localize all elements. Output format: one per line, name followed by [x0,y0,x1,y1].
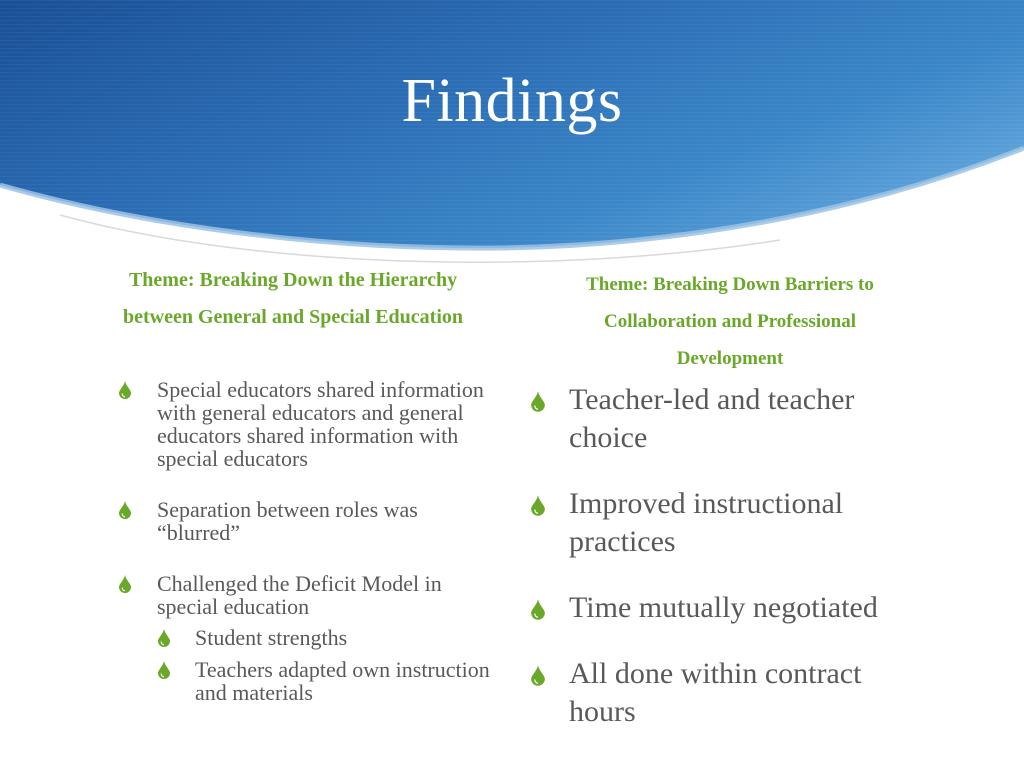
water-drop-icon [118,575,132,593]
water-drop-icon [530,665,546,686]
sub-bullet-text: Teachers adapted own instruction and materials [195,657,490,705]
list-item [530,589,920,627]
list-item [118,572,498,704]
bullet-text: Time mutually negotiated [569,591,878,624]
left-bullet-list [118,378,498,732]
water-drop-icon [530,599,546,620]
list-item [530,381,920,457]
bullet-text: Special educators shared information with general educators and general educators shared information with special educators [157,377,484,471]
right-theme-line-3: Development [676,348,784,369]
list-item [530,655,920,731]
water-drop-icon [530,391,546,412]
water-drop-icon [118,501,132,519]
sub-list-item [157,626,498,649]
left-theme-line-1: Theme: Breaking Down the Hierarchy [128,269,458,291]
bullet-text: All done within contract hours [569,657,862,728]
list-item [118,378,498,470]
sub-list-item [157,658,498,704]
left-theme-line-2: between General and Special Education [122,306,463,328]
water-drop-icon [157,661,171,679]
right-theme-line-2: Collaboration and Professional [604,311,856,332]
bullet-text: Improved instructional practices [569,487,844,558]
slide-title: Findings [401,67,623,135]
water-drop-icon [118,381,132,399]
bullet-text: Challenged the Deficit Model in special education [157,571,442,619]
bullet-text: Separation between roles was “blurred” [157,497,418,545]
water-drop-icon [530,495,546,516]
right-theme-heading [545,266,915,377]
list-item [530,485,920,561]
left-theme-heading [88,262,498,336]
sub-bullet-text: Student strengths [195,625,348,650]
right-bullet-list [530,381,920,759]
bullet-text: Teacher-led and teacher choice [569,383,855,454]
water-drop-icon [157,629,171,647]
header-background [0,0,1024,290]
sub-bullet-list [157,626,498,704]
list-item [118,498,498,544]
right-theme-line-1: Theme: Breaking Down Barriers to [586,274,874,295]
